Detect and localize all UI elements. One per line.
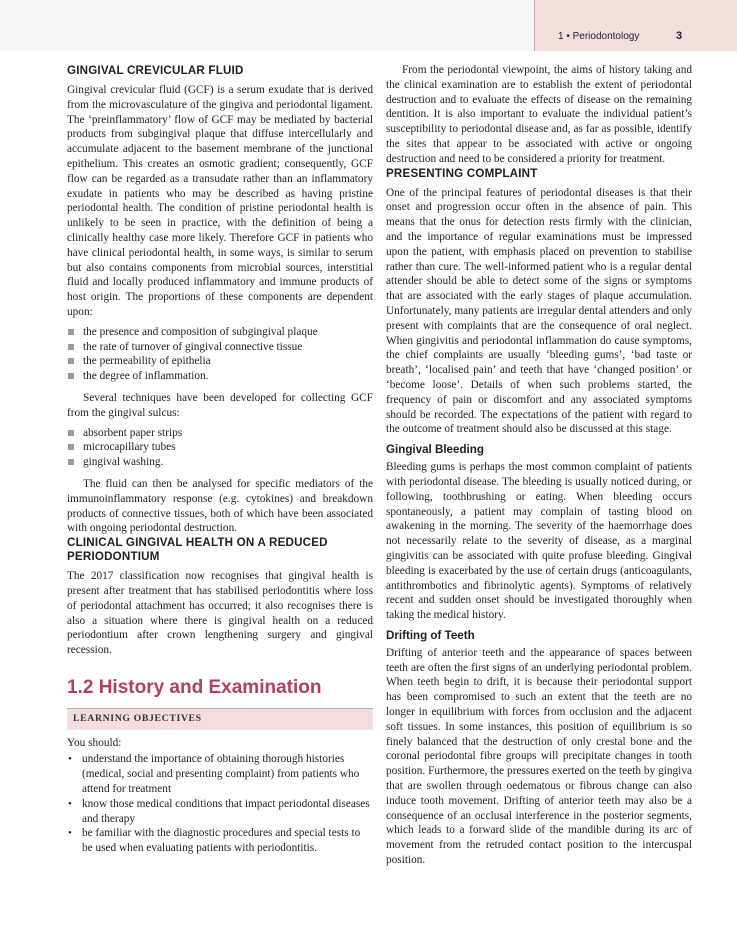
square-bullet-icon bbox=[68, 373, 74, 379]
bleeding-paragraph: Bleeding gums is perhaps the most common complaint of patients with periodontal disease. The bleeding is usually noticed during, or following, toothbrushing or eating. When bleeding occurs spontaneously, a patient may complain of tasting blood on awakening in the morning. The severity of the haemorrhage does not necessarily relate to the severity of disease, as a marginal gingivitis can be associated with quite profuse bleeding. Gingival bleeding is exacerbated by the use of certain drugs (anticoagulants, antithrombotics and fibrinolytic agents). Symptoms of relatively recent and sudden onset should be investigated thoroughly when taking the medical history. bbox=[386, 461, 692, 622]
page-number: 3 bbox=[676, 30, 683, 42]
gcf-heading: GINGIVAL CREVICULAR FLUID bbox=[67, 64, 244, 77]
health-paragraph: The 2017 classification now recognises that gingival health is present after treatment that has stabilised periodontitis where loss of periodontal attachment has occurred; it also recognises there is also a situation where there is gingival health on a reduced periodontium after crown lengthening surgery and gingival recession. bbox=[67, 570, 373, 657]
complaint-paragraph: One of the principal features of periodontal diseases is that their onset and progression occur often in the absence of pain. This means that the onus for detection rests firmly with the clinician, and the importance of regular examinations must be impressed upon the patient, with emphasis placed on prevention to stabilise rather than cure. The well-informed patient who is a regular dental attender should be able to detect some of the signs or symptoms that are associated with the early stages of plaque accumulation. Unfortunately, many patients are irregular dental attenders and only present with complaints that are the consequence of oral neglect. When gingivitis and periodontal inflammation do cause symptoms, the chief complaints are usually ‘bleeding gums’, ‘bad taste or breath’, ‘localised pain’ and teeth that have ‘changed position’ or ‘become loose’. Details of when such problems started, the frequency of pain or discomfort and any associated symptoms should be recorded. The expectations of the patient with regard to the outcome of treatment should also be discussed at this stage. bbox=[386, 186, 692, 436]
page-header bbox=[0, 0, 737, 51]
bullet-icon: • bbox=[68, 797, 72, 810]
list-item: • understand the importance of obtaining thorough histories (medical, social and presenting complaint) from patients who attend for treatment bbox=[68, 753, 360, 796]
section-title: 1.2 History and Examination bbox=[67, 676, 322, 698]
bleeding-heading: Gingival Bleeding bbox=[386, 443, 484, 457]
right-column bbox=[386, 63, 692, 868]
square-bullet-icon bbox=[68, 444, 74, 450]
gcf-paragraph-3: The fluid can then be analysed for specific mediators of the immunoinflammatory response (e.g. cytokines) and breakdown products of connective tissues, both of which have been associated with ongoing periodontal destruction. bbox=[67, 477, 373, 535]
square-bullet-icon bbox=[68, 459, 74, 465]
header-divider bbox=[534, 0, 535, 51]
square-bullet-icon bbox=[68, 329, 74, 335]
learning-objectives-title: LEARNING OBJECTIVES bbox=[67, 708, 373, 730]
header-left-band bbox=[0, 0, 534, 51]
drifting-paragraph: Drifting of anterior teeth and the appearance of spaces between teeth are often the first signs of an underlying periodontal problem. When teeth begin to drift, it is because their periodontal support has been compromised to such an extent that the teeth are no longer in equilibrium with forces from occlusion and the adjacent soft tissues. In some instances, this position of equilibrium is so finely balanced that the destruction of only crestal bone and the coronal periodontal fibre groups will precipitate changes in tooth position. Furthermore, the pressures exerted on the teeth by gingiva that are swollen through oedematous or fibrous change can also induce tooth movement. Drifting of anterior teeth may also be a consequence of an occlusal interference in the posterior segments, which leads to a forward slide of the mandible during its arc of movement from the retruded contact position to the intercuspal position. bbox=[386, 646, 692, 867]
bullet-icon: • bbox=[68, 827, 72, 840]
square-bullet-icon bbox=[68, 344, 74, 350]
list-item: microcapillary tubes bbox=[67, 440, 373, 455]
gcf-paragraph-1: Gingival crevicular fluid (GCF) is a serum exudate that is derived from the microvasculature of the gingiva and periodontal ligament. The ‘preinflammatory’ flow of GCF may be mediated by bacterial products from subgingival plaque that diffuse intercellularly and accumulate adjacent to the basement membrane of the junctional epithelium. This creates an osmotic gradient; consequently, GCF flow can be regarded as a transudate rather than an inflammatory exudate in patients who may be described as having pristine periodontal health. The condition of pristine periodontal health is unlikely to be seen in practice, with the definition of being a clinically healthy case more likely. Therefore GCF in patients who have clinical periodontal health, in some ways, is similar to serum but also contains components from microbial sources, interstitial fluid and locally produced inflammatory and immune products of host origin. The proportions of these components are dependent upon: bbox=[67, 84, 373, 318]
gcf-paragraph-2: Several techniques have been developed for collecting GCF from the gingival sulcus: bbox=[67, 391, 373, 419]
list-item: absorbent paper strips bbox=[67, 426, 373, 441]
health-heading: CLINICAL GINGIVAL HEALTH ON A REDUCED PERIODONTIUM bbox=[67, 536, 328, 564]
list-item: the presence and composition of subgingival plaque bbox=[67, 325, 373, 340]
square-bullet-icon bbox=[68, 358, 74, 364]
list-item: the rate of turnover of gingival connective tissue bbox=[67, 340, 373, 355]
square-bullet-icon bbox=[68, 430, 74, 436]
bullet-icon: • bbox=[68, 753, 72, 766]
list-item: gingival washing. bbox=[67, 455, 373, 470]
learning-objectives-intro: You should: bbox=[67, 736, 122, 749]
complaint-heading: PRESENTING COMPLAINT bbox=[386, 166, 538, 180]
list-item: the permeability of epithelia bbox=[67, 354, 373, 369]
list-item: the degree of inflammation. bbox=[67, 369, 373, 384]
list-item: • know those medical conditions that impact periodontal diseases and therapy bbox=[68, 797, 370, 825]
running-title: 1 • Periodontology bbox=[558, 31, 640, 42]
list-item: • be familiar with the diagnostic procedures and special tests to be used when evaluating patients with periodontitis. bbox=[68, 827, 361, 855]
left-column bbox=[67, 64, 373, 856]
header-right-band bbox=[534, 0, 737, 51]
gcf-list bbox=[67, 325, 373, 384]
gcf-techniques-list bbox=[67, 426, 373, 470]
intro-paragraph: From the periodontal viewpoint, the aims of history taking and the clinical examination are to establish the extent of periodontal destruction and to evaluate the effects of disease on the remaining dentition. It is also important to evaluate the individual patient’s susceptibility to periodontal disease and, as far as possible, identify the sites that appear to be associated with active or ongoing destruction and need to be considered a priority for treatment. bbox=[386, 64, 692, 165]
learning-objectives-list bbox=[67, 752, 373, 856]
drifting-heading: Drifting of Teeth bbox=[386, 628, 475, 642]
